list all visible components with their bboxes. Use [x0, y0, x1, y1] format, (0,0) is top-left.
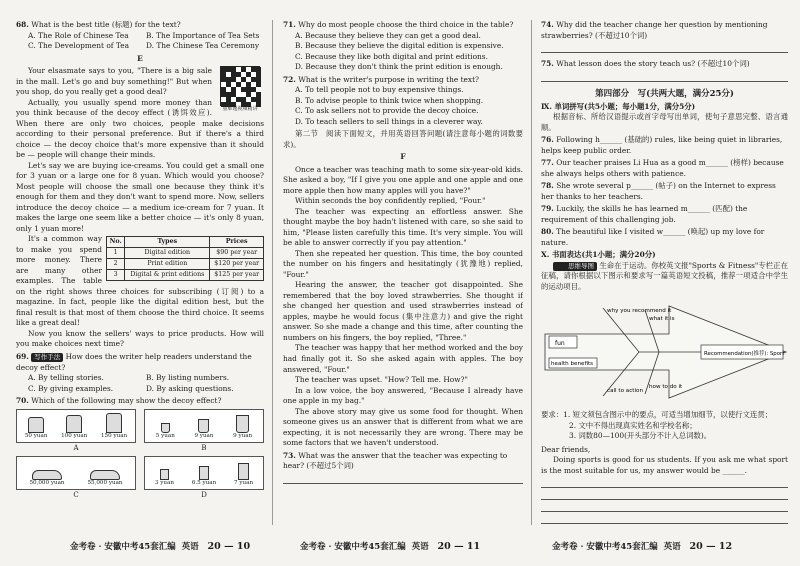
letter-greeting: Dear friends,	[541, 444, 591, 454]
requirement-2: 2. 文中不得出现真实姓名和学校名称；	[569, 420, 697, 430]
q70-text: Which of the following may show the decoy effect?	[31, 396, 222, 406]
q72-option-d[interactable]: D. To teach sellers to sell things in a cleverer way.	[295, 116, 483, 126]
q77-number: 77.	[541, 158, 554, 168]
footer-subject: 英语	[663, 542, 681, 552]
question-70	[16, 396, 264, 500]
passage-f-para-3: The teacher was expecting an effortless answer. She thought maybe the boy hadn't listened with care, so she said to him, "Please listen carefully this time. It's very simple. You will be able to answer correctly if you pay attention."	[283, 206, 523, 248]
price-label: 100 yuan	[61, 432, 88, 439]
q76-number: 76.	[541, 135, 554, 145]
footer-brand: 金考卷 · 安徽中考45套汇编	[300, 542, 406, 552]
passage-e-para-1: Your elsasmate says to you, "There is a big sale in the mall. Let's go and buy something!" But when you shop, do you really get a good deal?	[16, 66, 212, 97]
option-letter: A	[73, 443, 79, 452]
section-10-instruction: 生命在于运动。你校英文报"Sports & Fitness"专栏正在征稿，请你根据以下图示和要求写一篇英语短文投稿，推荐一项适合中学生的运动项目。	[541, 260, 788, 291]
q68-text: What is the best title (标题) for the text?	[31, 20, 181, 29]
qr-code-icon	[220, 66, 260, 106]
q70-option-a[interactable]	[16, 409, 136, 454]
passage-f-para-2: Within seconds the boy confidently replied, "Four."	[295, 196, 486, 206]
footer-page: 20 — 12	[689, 541, 733, 552]
price-label: 7 yuan	[234, 479, 254, 486]
passage-f-para-6: The teacher was happy that her method worked and the boy had finally got it. So she asked again with apples. The boy answered, "Four."	[283, 343, 523, 374]
footer-brand: 金考卷 · 安徽中考45套汇编	[552, 542, 658, 552]
price-label: 3 yuan	[154, 479, 174, 486]
coat-icon	[106, 413, 122, 433]
footer-page: 20 — 11	[437, 541, 481, 552]
table-header: Types	[125, 237, 210, 248]
qr-code-block[interactable]	[216, 66, 264, 113]
passage-e-para-2: Actually, you usually spend more money than you think because of the decoy effect (诱饵效应). When there are only two choices, people make decisions according to their personal preference. But if there's a third choice — the decoy choice that's more expensive than it should be — people will change their minds.	[16, 97, 264, 160]
q75-text: What lesson does the story teach us? (不超过10个词)	[556, 59, 750, 69]
q71-option-a[interactable]: A. Because they believe they can get a good deal.	[295, 30, 481, 40]
question-74	[541, 20, 788, 53]
table-cell: $125 per year	[210, 270, 264, 281]
shirt-icon	[28, 417, 44, 433]
table-cell: Digital edition	[125, 248, 210, 259]
q80-number: 80.	[541, 227, 554, 237]
q69-option-a[interactable]: A. By telling stories.	[28, 373, 104, 383]
node-fun: fun	[555, 340, 565, 348]
table-cell: $120 per year	[210, 259, 264, 270]
part-4-heading: 第四部分 写(共两大题，满分25分)	[595, 88, 734, 99]
question-77[interactable]	[541, 158, 788, 179]
q77-text: Our teacher praises Li Hua as a good m______ (榜样) because she always helps others with patience.	[541, 158, 784, 178]
q75-answer-line[interactable]	[541, 71, 788, 82]
q78-text: She wrote several p______ (帖子) on the Internet to express her thanks to her teachers.	[541, 181, 776, 201]
q72-option-b[interactable]: B. To advise people to think twice when shopping.	[295, 95, 484, 105]
passage-f-para-8: In a low voice, the boy answered, "Because I already have one apple in my bag."	[283, 385, 523, 406]
q70-option-b[interactable]	[144, 409, 264, 454]
section-9-instruction: 根据音标、所给汉语提示或首字母写出单词，使句子意思完整、语言通顺。	[541, 112, 788, 132]
table-row	[107, 259, 264, 270]
passage-f-para-7: The teacher was upset. "How? Tell me. How?"	[295, 375, 468, 385]
node-why-recommend: why you recommend it	[607, 308, 672, 315]
q71-number: 71.	[283, 20, 296, 29]
table-header: No.	[107, 237, 125, 248]
node-what-it-is: what it is	[649, 316, 675, 323]
q73-answer-line[interactable]	[283, 473, 523, 484]
column-divider	[531, 20, 532, 525]
q68-option-b[interactable]: B. The Importance of Tea Sets	[146, 30, 260, 40]
q78-number: 78.	[541, 181, 554, 191]
section-9-title: Ⅸ. 单词拼写(共5小题；每小题1分，满分5分)	[541, 101, 696, 111]
writing-area[interactable]	[541, 477, 788, 524]
left-column	[16, 18, 264, 528]
writing-line[interactable]	[541, 489, 788, 500]
question-73	[283, 451, 523, 484]
section-10-title: Ⅹ. 书面表达(共1小题；满分20分)	[541, 250, 656, 260]
question-75	[541, 59, 788, 82]
q72-option-c[interactable]: C. To ask sellers not to provide the decoy choice.	[295, 106, 479, 116]
q72-number: 72.	[283, 74, 296, 84]
price-label: 5 yuan	[155, 432, 175, 439]
passage-f-para-5: Hearing the answer, the teacher got disappointed. She remembered that the boy loved strawberries. She thought if she changed her question and used strawberries instead of apples, maybe he would focus (集中注意力) and give the right answer. So she made a change and this time, after counting the numbers on his fingers, the boy replied, "Three."	[283, 280, 523, 342]
q69-number: 69.	[16, 351, 29, 361]
writing-line[interactable]	[541, 477, 788, 488]
qr-caption: 重难题视频精讲	[222, 106, 258, 113]
table-row	[107, 248, 264, 259]
small-cup-icon	[161, 423, 170, 433]
magazine-price-table	[106, 236, 264, 281]
q70-option-d[interactable]	[144, 456, 264, 501]
passage-f-para-9: The above story may give us some food for thought. When someone gives us an answer that is different from what we are expecting, it is not necessarily they are wrong. There may be some factors that we haven't understood.	[283, 406, 523, 448]
q79-number: 79.	[541, 204, 554, 214]
jacket-icon	[66, 415, 82, 433]
letter-opening: Doing sports is good for us students. If you ask me what sport is the most suitable for us, my answer would be ______.	[541, 455, 788, 475]
table-row	[107, 270, 264, 281]
footer-page: 20 — 10	[207, 541, 251, 552]
question-72	[283, 75, 523, 128]
passage-f-para-4: Then she repeated her question. This time, the boy counted the number on his fingers and hesitatingly (犹豫地) replied, "Four."	[283, 248, 523, 279]
table-cell: 3	[107, 270, 125, 281]
mind-map-svg	[541, 296, 788, 408]
q68-option-a[interactable]: A. The Role of Chinese Tea	[28, 30, 129, 40]
q69-option-d[interactable]: D. By asking questions.	[146, 383, 234, 393]
question-79[interactable]	[541, 204, 788, 225]
price-label: 9 yuan	[194, 432, 214, 439]
passage-f-para-1: Once a teacher was teaching math to some six-year-old kids. She asked a boy, "If I give you one apple and one apple and one more apple then how many apples will you have?"	[283, 164, 523, 195]
q68-option-c[interactable]: C. The Development of Tea	[28, 41, 130, 51]
car-icon	[90, 470, 120, 480]
option-letter: B	[201, 443, 207, 452]
q74-number: 74.	[541, 20, 554, 29]
requirement-3: 3. 词数80—100(开头部分不计入总词数)。	[569, 431, 712, 441]
passage-e-para-5: Now you know the sellers' ways to price products. How will you make choices next time?	[16, 328, 264, 349]
footer-right	[552, 540, 732, 553]
passage-e-label: E	[137, 53, 143, 63]
q71-option-b[interactable]: B. Because they believe the digital edition is expensive.	[295, 41, 504, 51]
q71-text: Why do most people choose the third choice in the table?	[298, 20, 514, 29]
q70-option-c[interactable]	[16, 456, 136, 501]
node-health-benefits: health benefits	[551, 361, 594, 368]
footer-brand: 金考卷 · 安徽中考45套汇编	[70, 542, 176, 552]
question-76[interactable]	[541, 135, 788, 156]
option-letter: C	[73, 490, 79, 499]
table-cell: Print edition	[125, 259, 210, 270]
q69-text: How does the writer help readers understand the decoy effect?	[16, 351, 252, 372]
q69-option-c[interactable]: C. By giving examples.	[28, 383, 114, 393]
price-label: 55,000 yuan	[87, 479, 123, 486]
q72-text: What is the writer's purpose in writing the text?	[298, 74, 480, 84]
passage-e-para-3: Let's say we are buying ice-creams. You could get a small one for 3 yuan or a large one for 8 yuan. Which would you choose? Most people will choose the small one because they think it's enough for them and they don't want to spend more. Now, sellers introduce the decoy choice — a medium ice-cream for 7 yuan. It makes the large one seem like a better choice — it's only 8 yuan, only 1 yuan more!	[16, 160, 264, 233]
question-68	[16, 20, 264, 52]
q70-number: 70.	[16, 396, 29, 406]
table-cell: $90 per year	[210, 248, 264, 259]
footer-left	[70, 540, 250, 553]
passage-e-para-4: It's a common way to make you spend more money. There are many other examples. The table on the right shows three choices for subscribing (订阅) to a magazine. In fact, people like the digital edition best, but the final result is that most of them choose the third choice. It seems like a great deal!	[16, 234, 264, 328]
q75-number: 75.	[541, 59, 554, 69]
mindmap-tag: 思维导图	[553, 262, 597, 271]
right-column	[541, 18, 788, 528]
q80-text: The beautiful like I visited w______ (唤起) up my love for nature.	[541, 227, 765, 247]
node-call-to-action: call to action	[607, 388, 644, 395]
question-71	[283, 20, 523, 73]
node-how-to-do: how to do it	[649, 384, 683, 391]
table-cell: 2	[107, 259, 125, 270]
footer-subject: 英语	[181, 542, 199, 552]
large-drink-icon	[238, 463, 249, 480]
price-label: 9 yuan	[233, 432, 253, 439]
middle-column	[283, 18, 523, 528]
column-divider	[272, 20, 273, 525]
medium-drink-icon	[199, 466, 209, 480]
option-letter: D	[201, 490, 207, 499]
q69-tag: 写作手法	[31, 353, 63, 362]
q68-number: 68.	[16, 20, 29, 29]
passage-f-label: F	[400, 152, 406, 162]
large-cup-icon	[236, 415, 249, 433]
q71-option-d[interactable]: D. Because they don't think the print edition is enough.	[295, 62, 503, 72]
q71-option-c[interactable]: C. Because they like both digital and print editions.	[295, 51, 488, 61]
q74-answer-line[interactable]	[541, 42, 788, 53]
q72-option-a[interactable]: A. To tell people not to buy expensive things.	[295, 85, 464, 95]
price-label: 150 yuan	[100, 432, 128, 439]
q73-text: What was the answer that the teacher was expecting to hear? (不超过5个词)	[283, 450, 508, 471]
table-cell: 1	[107, 248, 125, 259]
footer-subject: 英语	[411, 542, 429, 552]
question-80[interactable]	[541, 227, 788, 248]
medium-cup-icon	[198, 419, 209, 433]
section-2-instruction: 第二节 阅读下面短文，并用英语回答问题(请注意每小题的词数要求)。	[283, 129, 523, 149]
writing-line[interactable]	[541, 501, 788, 512]
q76-text: Following h______ (基础的) rules, like being quiet in libraries, helps keep public order.	[541, 135, 783, 155]
mind-map-diagram	[541, 296, 788, 408]
q68-option-d[interactable]: D. The Chinese Tea Ceremony	[146, 41, 260, 51]
q73-number: 73.	[283, 450, 296, 460]
small-drink-icon	[160, 469, 169, 480]
car-icon	[32, 470, 62, 480]
q74-text: Why did the teacher change her question by mentioning strawberries? (不超过10个词)	[541, 20, 768, 40]
footer-middle	[300, 540, 480, 553]
writing-line[interactable]	[541, 513, 788, 524]
table-cell: Digital & print editions	[125, 270, 210, 281]
question-69	[16, 352, 264, 394]
requirement-1: 要求：1. 短文须包含图示中的要点，可适当增加细节，以使行文连贯；	[541, 410, 773, 420]
price-label: 50,000 yuan	[29, 479, 65, 486]
node-recommendation: Recommendation(推荐): Sport	[704, 351, 785, 358]
q69-option-b[interactable]: B. By listing numbers.	[146, 373, 230, 383]
q79-text: Luckily, the skills he has learned m______ (匹配) the requirement of this challenging job.	[541, 204, 748, 224]
question-78[interactable]	[541, 181, 788, 202]
price-label: 6.5 yuan	[191, 479, 217, 486]
table-header: Prices	[210, 237, 264, 248]
price-label: 50 yuan	[24, 432, 48, 439]
